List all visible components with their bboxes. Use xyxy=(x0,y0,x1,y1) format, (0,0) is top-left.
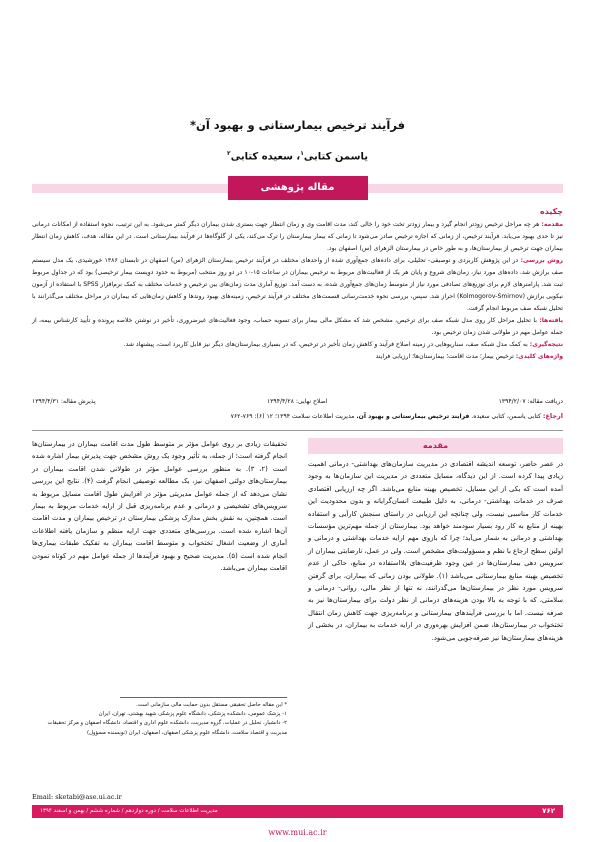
conclusion-label: نتیجه‌گیری: xyxy=(529,341,563,348)
abstract-conclusion xyxy=(32,339,563,351)
citation-label: ارجاع: xyxy=(542,412,563,420)
intro-column-left xyxy=(32,438,287,574)
journal-info: مدیریت اطلاعات سلامت / دوره دوازدهم / شماره ششم / بهمن و اسفند ۱۳۹۴ xyxy=(40,808,218,814)
page-number: ۷۶۲ xyxy=(542,807,555,815)
abstract-method xyxy=(32,255,563,315)
author-list xyxy=(0,150,595,162)
intro-column-right xyxy=(308,438,563,644)
accepted-date: پذیرش مقاله: ۱۳۹۴/۴/۳۱ xyxy=(32,398,96,405)
author-1-affiliation: ۱ xyxy=(300,150,304,157)
results-text: با تحلیل مراحل کار روی مدل شبکه صف برای ترخیص، مشخص شد که مشکل مالی بیمار برای تسویه حساب، وجود فعالیت‌های غیرضروری، تأخیر در نوشتن خلاصه پرونده و تأیید کارشناس بیمه، از جمله عوامل مهم در طولانی شدن زمان ترخیص بود. xyxy=(32,317,563,336)
abstract-section xyxy=(32,206,563,363)
footnote-divider xyxy=(120,697,287,698)
footnote-author-2: ۲- دانشیار، تحلیل در عملیات، گروه مدیریت، دانشکده علوم اداری و اقتصاد، دانشگاه اصفهان و مرکز تحقیقات مدیریت و اقتصاد سلامت، دانشگاه علوم پزشکی اصفهان، اصفهان، ایران (نویسنده مسؤول) xyxy=(47,720,287,736)
footnote-author-1: ۱- پزشک عمومی، دانشکده پزشکی، دانشگاه علوم پزشکی شهید بهشتی، تهران، ایران xyxy=(98,711,287,718)
method-text: در این پژوهش کاربردی و توصیفی- تحلیلی، برای داده‌های جمع‌آوری شده از واحدهای مختلف در فرآیند ترخیص بیمارستان الزهرای (س) اصفهان در تابستان ۱۳۸۶ خورشیدی، یک مدل سیستم صف برازش شد. داده‌های مورد نیاز، زمان‌های شروع و پایان هر یک از فعالیت‌های مربوط به ترخیص بیماران در ساعات ۱۵-۱۰ در دو روز منتخب (مربوط به حدود دویست بیمار ترخیصی) بود که در جداول مربوط ثبت شد. پارامترهای لازم برای توزیع‌های تصادفی مورد نیاز از متوسط زمان‌های جمع‌آوری شده، به دست آمد. توزیع آماری مدت زمان‌های بین ترخیص و خدمات مختلف به کمک نرم‌افزار SPSS با استفاده از آزمون نیکویی برازش (Kolmogorov-Smirnov) احراز شد. سپس، بررسی نحوه خدمت‌رسانی قسمت‌های مختلف در فرآیند ترخیص، زمینه‌های بهبود روندها و کاهش زمان‌هایی که بیماران در مراحل مختلف می‌گذرانند با تحلیل شبکه صف مربوط انجام گرفت. xyxy=(32,257,563,312)
abstract-keywords xyxy=(32,351,563,363)
author-1: یاسمن کتابی xyxy=(303,151,368,163)
abstract-introduction xyxy=(32,219,563,255)
method-label: روش بررسی: xyxy=(520,257,564,264)
conclusion-text: به کمک مدل شبکه صف، سناریوهایی در زمینه اصلاح فرآیند و کاهش زمان تأخیر در ترخیص، که در بسیاری بیمارستان‌های دیگر نیز قابل کاربرد است، پیشنهاد شد. xyxy=(123,341,528,348)
article-type-label: مقاله پژوهشی xyxy=(228,176,368,200)
intro-label: مقدمه: xyxy=(541,221,563,228)
author-2-affiliation: ۲ xyxy=(227,150,231,157)
intro-text: هر چه مراحل ترخیص زودتر انجام گیرد و بیمار زودتر تخت خود را خالی کند، مدت اقامت وی و زمان انتظار جهت بستری شدن بیماران دیگر کمتر می‌شود. به این ترتیب، نحوه استفاده از امکانات درمانی نیز تا حدی بهبود می‌یابد. فرآیند ترخیص، از زمانی که اجازه ترخیص صادر می‌شود تا زمانی که بیمار بیمارستان را ترک می‌کند، یکی از گلوگاه‌ها در فرآیند بیمارستانی است. در این مقاله، هدف، کاهش زمان انتظار بیماران جهت ترخیص از بیمارستان‌ها، و به طور خاص در بیمارستان الزهرای (س) اصفهان بود. xyxy=(32,221,563,252)
page-footer xyxy=(32,805,563,818)
corresponding-email[interactable]: Email: sketabi@ase.ui.ac.ir xyxy=(32,793,122,801)
citation xyxy=(32,412,563,421)
results-label: یافته‌ها: xyxy=(539,317,564,324)
keywords-text: ترخیص بیمار؛ مدت اقامت؛ بیمارستان‌ها؛ ارزیابی فرایند xyxy=(375,353,514,360)
article-title: فرآیند ترخیص بیمارستانی و بهبود آن* xyxy=(189,118,405,132)
intro-paragraph-left: تحقیقات زیادی بر روی عوامل مؤثر بر متوسط طول مدت اقامت بیماران در بیمارستان‌ها انجام گرفته است؛ از جمله، به تأثیر وجود یک روش مشخص جهت پذیرش بیمار اشاره شده است (۲، ۳). به منظور بررسی عوامل مؤثر در طولانی شدن اقامت بیماران در بیمارستان‌های دولتی اصفهان نیز، یک مطالعه توصیفی انجام گرفت (۴). نتایج این بررسی نشان می‌دهد که از جمله عوامل مدیریتی مؤثر در افزایش طول اقامت مسایل مربوط به سرویس‌های تشخیصی و درمانی و عدم برنامه‌ریزی قبل از ارایه خدمات مربوط به بیمار است. همچنین، به نقش بخش مدارک پزشکی بیمارستان در ترخیص بیماران و مدت اقامت آن‌ها اشاره شده است. بررسی‌های متعددی جهت ارایه منظم و سازمان یافته اطلاعات آماری از وضعیت اشغال تختخواب و متوسط اقامت بیماران به تفکیک طبقات بیماری‌ها انجام شده است (۵). مدیریت صحیح و بهبود فرآیندها از جمله عوامل مهم در کوتاه نمودن اقامت بیماران می‌باشد. xyxy=(32,440,288,573)
received-date: دریافت مقاله: ۱۳۹۴/۲/۰۷ xyxy=(498,398,563,405)
citation-source: مدیریت اطلاعات سلامت ۱۳۹۴؛ ۱۲ (۶): ۷۶۹-۷۶۲ xyxy=(230,413,355,420)
citation-authors: کتابی یاسمن، کتابی سعیده. xyxy=(471,413,541,420)
keywords-label: واژه‌های کلیدی: xyxy=(515,353,563,360)
intro-paragraph-right: در عصر حاضر، توسعه اندیشه اقتصادی در مدیریت سازمان‌های بهداشتی- درمانی اهمیت زیادی پیدا کرده است. از این دیدگاه، مسایل متعددی در مدیریت این سازمان‌ها به وجود آمده است که یکی از این مسایل، تخصیص بهینه منابع می‌باشد. اگر چه ارزیابی اقتصادی صرف در خدمات بهداشتی- درمانی، به دلیل طبیعت انسان‌گرایانه و بدون محدودیت این خدمات کار مناسبی نیست، ولی چنانچه این ارزیابی در راستای سنجش کارآیی و استفاده بهینه از منابع به کار رود بسیار سودمند خواهد بود. بیمارستان از جمله مهم‌ترین مؤسسات بهداشتی و درمانی به شمار می‌آید؛ چرا که بازوی مهم ارایه خدمات بهداشتی و درمانی و اولین سطح ارجاع با نظم و مسؤولیت‌های مشخص است. ولی در عمل، نارضایتی بیماران از سرویس دهی بیمارستان‌ها در عین وجود ظرفیت‌های بلااستفاده در منابع، حاکی از عدم تخصیص بهینه منابع بیمارستانی می‌باشد (۱). طولانی بودن زمانی که بیماران، برای گرفتن سرویس مورد نظر در بیمارستان‌ها می‌گذرانند، نه تنها از نظر مالی، روانی- درمانی و سلامتی، که با توجه به بالا بودن هزینه‌های درمانی از نظر دولت برای بیمارستان‌ها نیز به صرفه نیست. اما با بررسی فرآیندهای بیمارستانی و برنامه‌ریزی جهت کاهش زمان انتقال تختخواب در بیمارستان‌ها، ضمن افزایش بهره‌وری در ارایه خدمات به بیماران، در بخشی از هزینه‌های بیمارستان‌ها نیز صرفه‌جویی می‌شود. xyxy=(308,460,563,642)
article-dates xyxy=(32,398,563,405)
section-divider xyxy=(32,430,563,431)
intro-heading: مقدمه xyxy=(308,438,563,454)
footnote-funding: * این مقاله حاصل تحقیقی مستقل بدون حمایت مالی سازمانی است. xyxy=(135,702,287,708)
abstract-results xyxy=(32,315,563,339)
footnotes xyxy=(32,701,287,738)
author-2: ، سعیده کتابی xyxy=(230,151,301,163)
citation-title: فرایند ترخیص بیمارستانی و بهبود آن. xyxy=(356,413,470,420)
journal-url[interactable]: www.mui.ac.ir xyxy=(268,828,327,837)
revised-date: اصلاح نهایی: ۱۳۹۴/۴/۲۸ xyxy=(266,398,328,405)
abstract-heading: چکیده xyxy=(539,207,563,216)
article-type-banner xyxy=(0,174,595,202)
